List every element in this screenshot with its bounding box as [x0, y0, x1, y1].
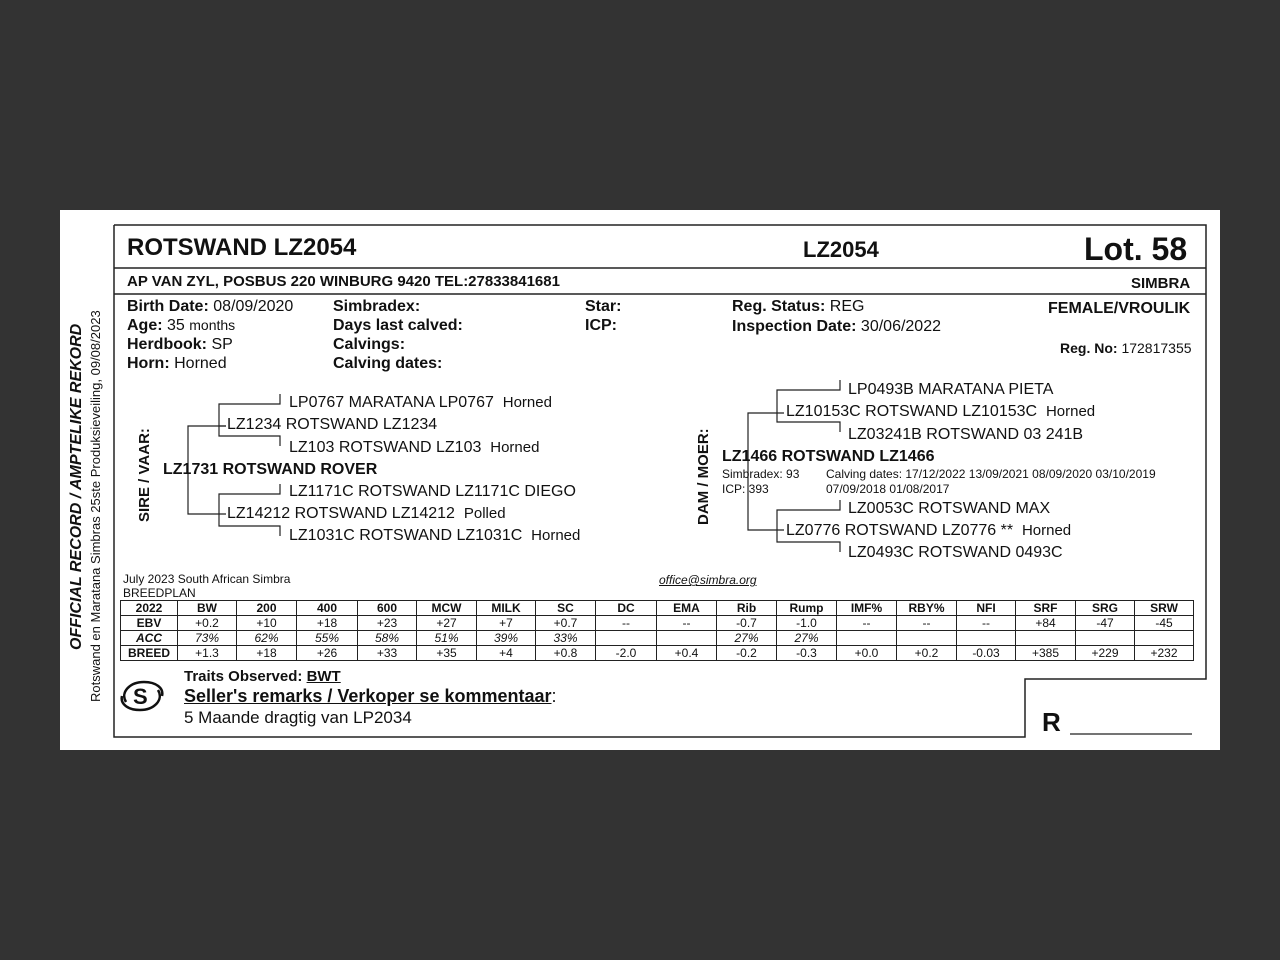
dam-dam-sire: LZ0053C ROTSWAND MAX: [848, 500, 1051, 517]
simbradex-label: Simbradex:: [333, 298, 421, 315]
official-record-label: OFFICIAL RECORD / AMPTELIKE REKORD: [68, 323, 85, 650]
email-link[interactable]: office@simbra.org: [659, 573, 757, 587]
sire-dam-sire: LZ1171C ROTSWAND LZ1171C DIEGO: [289, 483, 576, 500]
price-label: R: [1042, 707, 1061, 737]
icp-label: ICP:: [585, 317, 617, 334]
breedplan-line1: July 2023 South African Simbra: [123, 572, 291, 586]
animal-name: ROTSWAND LZ2054: [127, 234, 357, 261]
lot-number: Lot. 58: [1084, 231, 1188, 267]
dam-sire-sire: LP0493B MARATANA PIETA: [848, 381, 1054, 398]
ebv-row: EBV +0.2 +10 +18 +23 +27 +7 +0.7 -- -- -0.7 -1.0 -- -- -- +84 -47 -45: [121, 616, 1194, 631]
reg-status: Reg. Status: REG: [732, 298, 865, 315]
herdbook: Herdbook: SP: [127, 336, 233, 353]
acc-row: ACC 73% 62% 55% 58% 51% 39% 33% 27% 27%: [121, 631, 1194, 646]
breed-label: SIMBRA: [1131, 275, 1191, 292]
ebv-table: [120, 600, 1194, 661]
dam-dam: LZ0776 ROTSWAND LZ0776 ** Horned: [786, 522, 1072, 539]
simbra-logo-icon: [118, 678, 166, 714]
breed-row: BREED +1.3 +18 +26 +33 +35 +4 +0.8 -2.0 +0.4 -0.2 -0.3 +0.0 +0.2 -0.03 +385 +229 +232: [121, 646, 1194, 661]
dam-calving-dates: Calving dates: 17/12/2022 13/09/2021 08/09/2020 03/10/2019: [826, 467, 1156, 481]
sire-dam-dam: LZ1031C ROTSWAND LZ1031C Horned: [289, 527, 581, 544]
sire-dam: LZ14212 ROTSWAND LZ14212 Polled: [227, 505, 506, 522]
reg-no: Reg. No: 172817355: [1060, 340, 1192, 356]
breedplan-line2: BREEDPLAN: [123, 586, 196, 600]
dam-label: DAM / MOER:: [695, 428, 712, 525]
sire-label: SIRE / VAAR:: [136, 428, 153, 522]
dam-calving-dates-2: 07/09/2018 01/08/2017: [826, 482, 950, 496]
traits-observed: Traits Observed: BWT: [184, 668, 341, 685]
animal-id: LZ2054: [803, 237, 879, 262]
birth-date: Birth Date: 08/09/2020: [127, 298, 294, 315]
dam-name: LZ1466 ROTSWAND LZ1466: [722, 448, 935, 465]
dam-dam-dam: LZ0493C ROTSWAND 0493C: [848, 544, 1063, 561]
dam-simbradex: Simbradex: 93: [722, 467, 800, 481]
age: Age: 35 months: [127, 317, 236, 334]
horn: Horn: Horned: [127, 355, 227, 372]
sellers-remarks-value: 5 Maande dragtig van LP2034: [184, 708, 412, 727]
days-calved-label: Days last calved:: [333, 317, 463, 334]
calvings-label: Calvings:: [333, 336, 406, 353]
dam-icp: ICP: 393: [722, 482, 769, 496]
sire-sire: LZ1234 ROTSWAND LZ1234: [227, 416, 438, 433]
sellers-remarks-label: Seller's remarks / Verkoper se kommentaar:: [184, 686, 557, 706]
sire-sire-dam: LZ103 ROTSWAND LZ103 Horned: [289, 439, 540, 456]
sale-name-label: Rotswand en Maratana Simbras 25ste Produksieveiling, 09/08/2023: [88, 310, 103, 702]
owner-line: AP VAN ZYL, POSBUS 220 WINBURG 9420 TEL:27833841681: [127, 273, 560, 290]
inspection-date: Inspection Date: 30/06/2022: [732, 318, 941, 335]
dam-sire: LZ10153C ROTSWAND LZ10153C Horned: [786, 403, 1096, 420]
svg-text:S: S: [133, 684, 148, 709]
dam-sire-dam: LZ03241B ROTSWAND 03 241B: [848, 426, 1084, 443]
calving-dates-label: Calving dates:: [333, 355, 443, 372]
sire-name: LZ1731 ROTSWAND ROVER: [163, 461, 378, 478]
ebv-header-row: 2022 BW 200 400 600 MCW MILK SC DC EMA Rib Rump IMF% RBY% NFI SRF SRG SRW: [121, 601, 1194, 616]
sire-sire-sire: LP0767 MARATANA LP0767 Horned: [289, 394, 552, 411]
sex-label: FEMALE/VROULIK: [1048, 300, 1191, 317]
star-label: Star:: [585, 298, 622, 315]
